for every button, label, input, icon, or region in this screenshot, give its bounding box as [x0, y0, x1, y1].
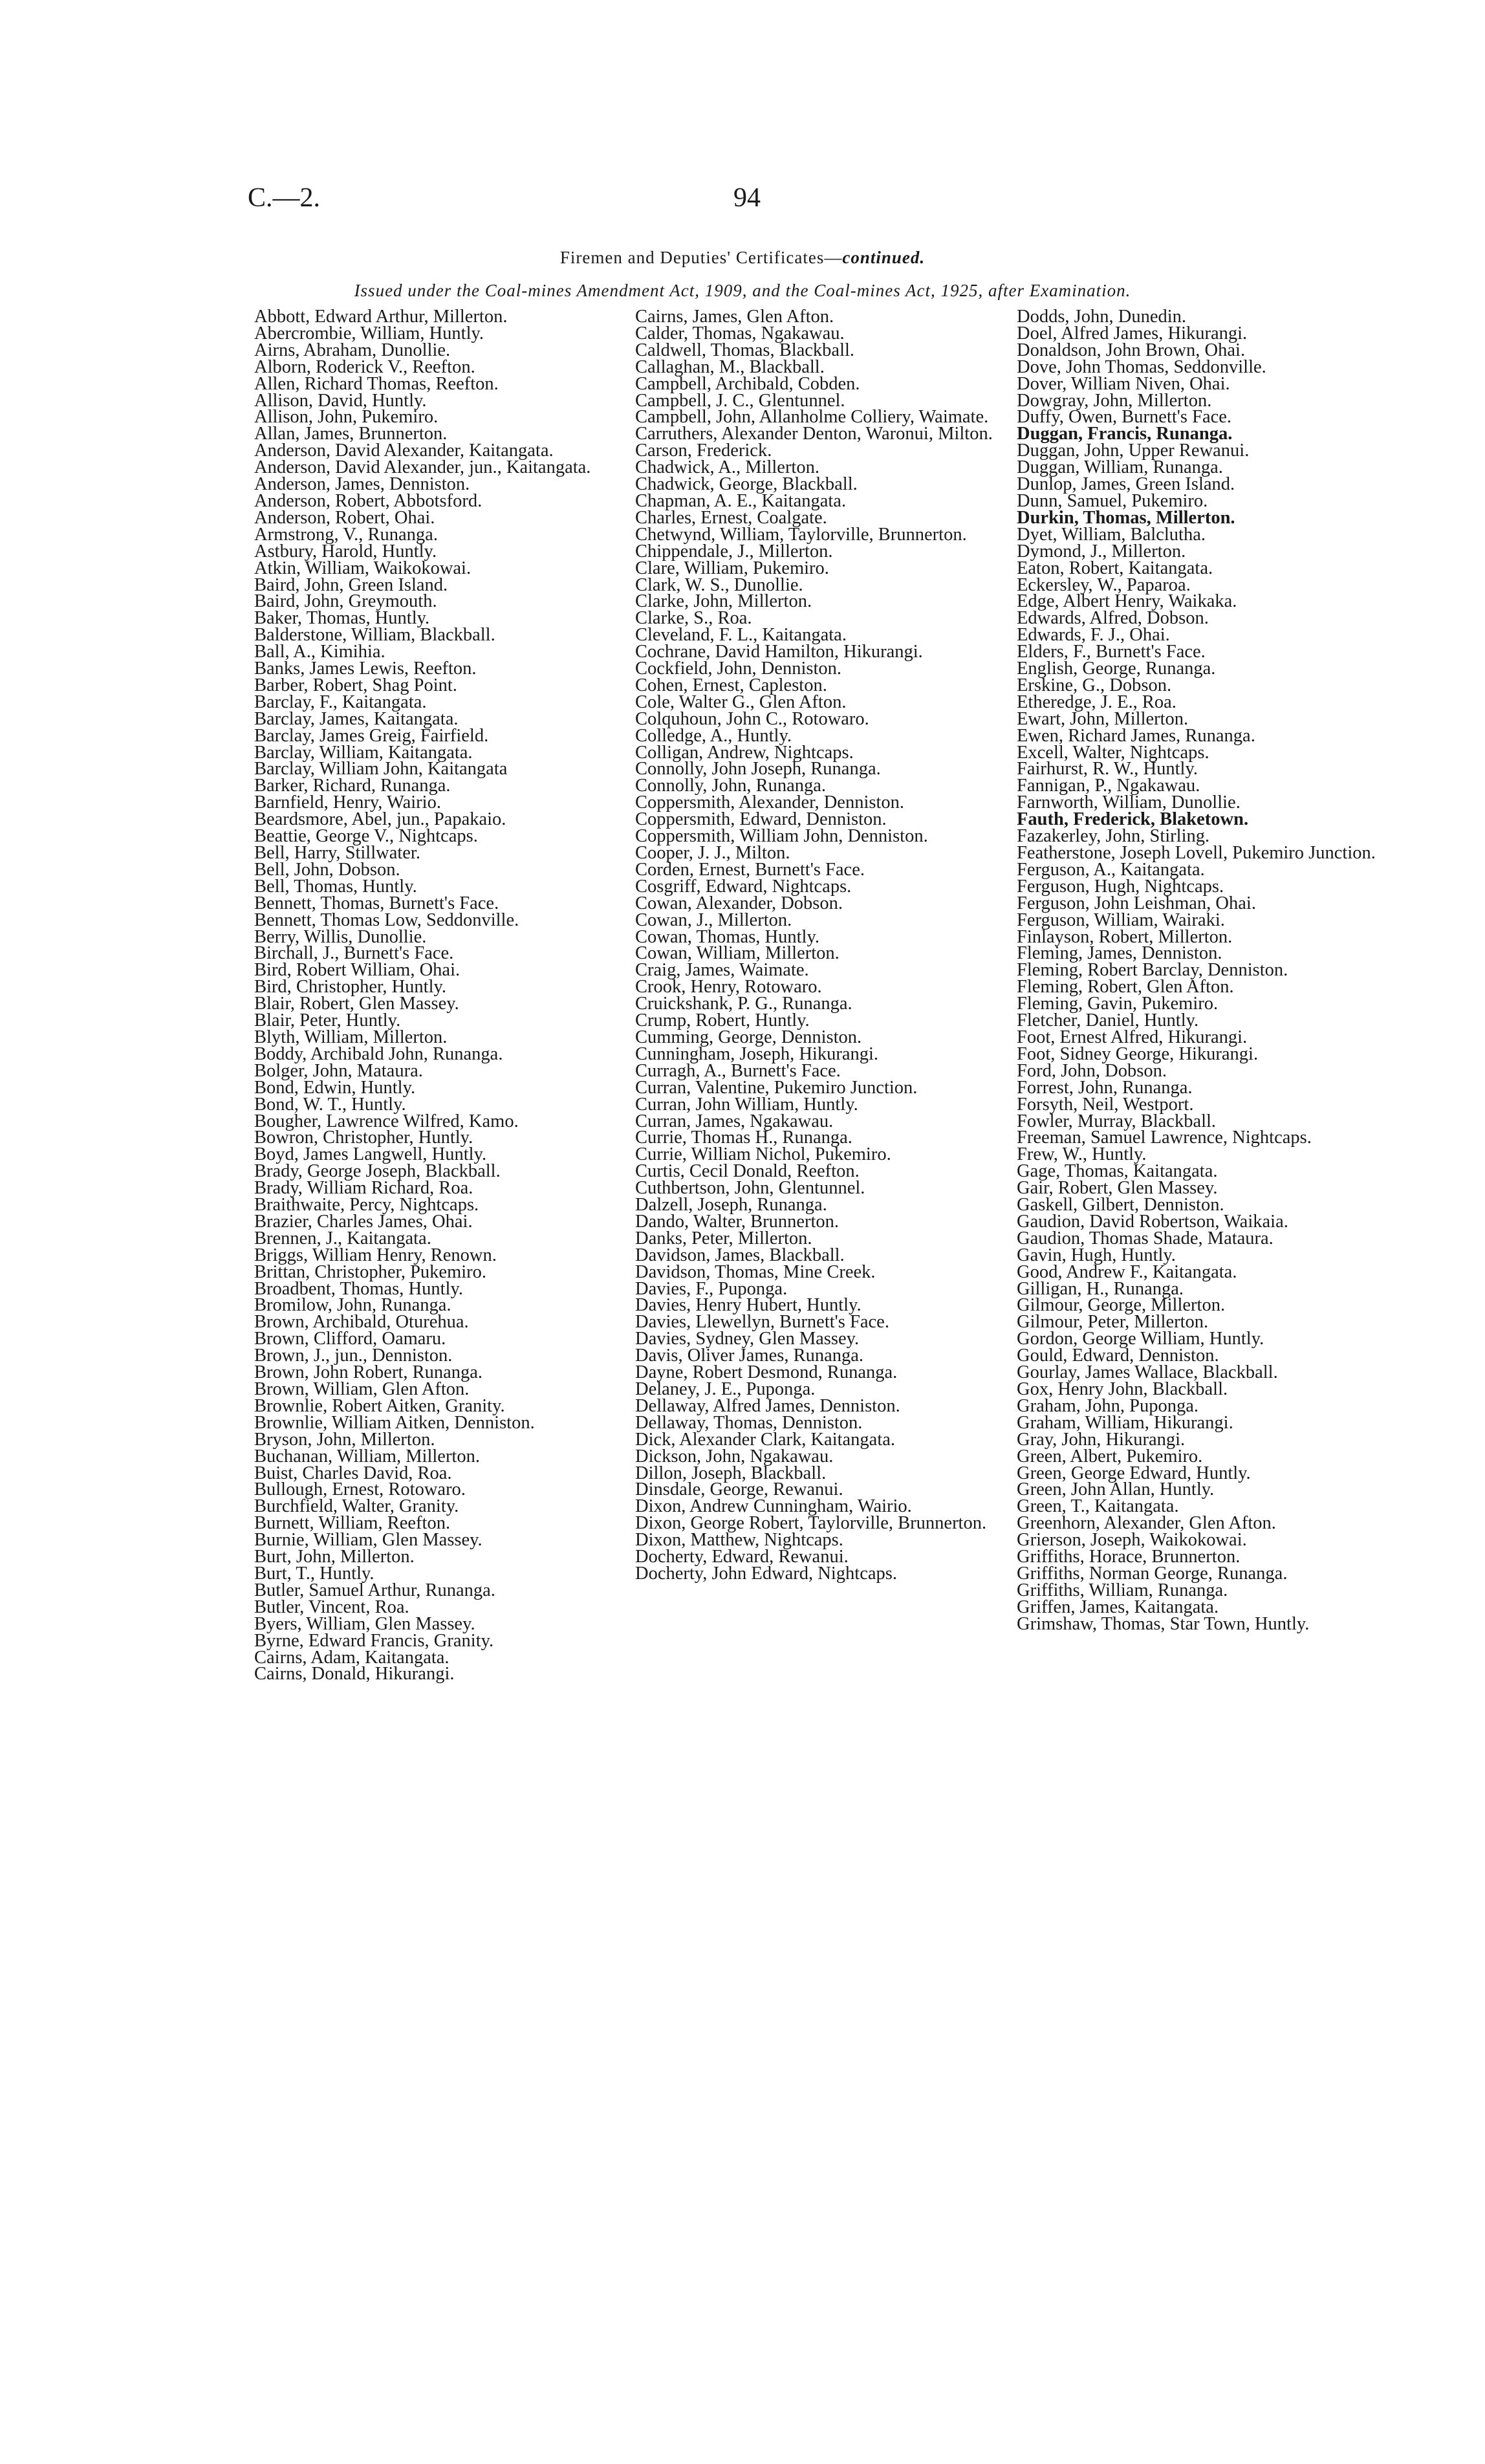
list-entry: Bird, Christopher, Huntly. — [254, 977, 447, 998]
list-entry: Gage, Thomas, Kaitangata. — [1017, 1161, 1218, 1182]
section-title-main: Firemen and Deputies' Certificates— — [559, 248, 843, 267]
list-entry: Campbell, Archibald, Cobden. — [635, 373, 860, 394]
list-entry: Gordon, George William, Huntly. — [1017, 1329, 1264, 1349]
list-entry: Clark, W. S., Dunollie. — [635, 574, 803, 595]
list-entry: Brown, Archibald, Oturehua. — [254, 1312, 469, 1333]
list-entry: Colledge, A., Huntly. — [635, 725, 792, 746]
list-entry: Cairns, Donald, Hikurangi. — [254, 1664, 455, 1684]
list-entry: Cunningham, Joseph, Hikurangi. — [635, 1043, 879, 1064]
list-entry: Cosgriff, Edward, Nightcaps. — [635, 876, 852, 897]
list-entry: Barclay, James, Kaitangata. — [254, 708, 459, 729]
list-entry: Griffen, James, Kaitangata. — [1017, 1597, 1219, 1617]
list-entry: Coppersmith, Edward, Denniston. — [635, 809, 887, 830]
list-entry: Cairns, Adam, Kaitangata. — [254, 1647, 450, 1668]
list-entry: Good, Andrew F., Kaitangata. — [1017, 1261, 1237, 1282]
list-entry: Ferguson, William, Wairaki. — [1017, 910, 1225, 930]
list-entry: Blyth, William, Millerton. — [254, 1027, 448, 1047]
list-entry: Cowan, Thomas, Huntly. — [635, 926, 819, 947]
list-entry: Dixon, Matthew, Nightcaps. — [635, 1530, 843, 1551]
list-entry: Baird, John, Green Island. — [254, 574, 448, 595]
list-entry: Duffy, Owen, Burnett's Face. — [1017, 407, 1232, 428]
list-entry: Caldwell, Thomas, Blackball. — [635, 340, 855, 360]
list-entry: Gaudion, Thomas Shade, Mataura. — [1017, 1228, 1274, 1248]
list-entry: Abercrombie, William, Huntly. — [254, 323, 484, 343]
list-entry: Barclay, William John, Kaitangata — [254, 759, 508, 780]
list-entry: Dunn, Samuel, Pukemiro. — [1017, 490, 1208, 511]
list-entry: Dellaway, Alfred James, Denniston. — [635, 1395, 900, 1416]
list-entry: Davidson, James, Blackball. — [635, 1245, 845, 1265]
list-entry: Chetwynd, William, Taylorville, Brunnerton. — [635, 524, 967, 545]
list-entry: Calder, Thomas, Ngakawau. — [635, 323, 845, 343]
list-entry: Bowron, Christopher, Huntly. — [254, 1128, 473, 1148]
list-entry: Dodds, John, Dunedin. — [1017, 307, 1187, 327]
list-entry: Corden, Ernest, Burnett's Face. — [635, 859, 865, 880]
list-entry: Elders, F., Burnett's Face. — [1017, 642, 1206, 662]
list-entry: Buchanan, William, Millerton. — [254, 1446, 480, 1466]
list-entry: Duggan, William, Runanga. — [1017, 457, 1223, 478]
list-entry: Boddy, Archibald John, Runanga. — [254, 1043, 503, 1064]
list-entry: Gilmour, Peter, Millerton. — [1017, 1312, 1209, 1333]
list-entry: Excell, Walter, Nightcaps. — [1017, 742, 1209, 763]
list-entry: Carruthers, Alexander Denton, Waronui, Milton. — [635, 424, 993, 444]
list-entry: Cohen, Ernest, Capleston. — [635, 675, 827, 695]
list-entry: Brady, William Richard, Roa. — [254, 1178, 473, 1199]
list-entry: Green, Albert, Pukemiro. — [1017, 1446, 1203, 1466]
list-entry: Griffiths, Norman George, Runanga. — [1017, 1563, 1288, 1584]
list-entry: Bennett, Thomas Low, Seddonville. — [254, 910, 519, 930]
list-entry: Dickson, John, Ngakawau. — [635, 1446, 834, 1466]
list-entry: Ferguson, Hugh, Nightcaps. — [1017, 876, 1224, 897]
list-entry: Barclay, James Greig, Fairfield. — [254, 725, 489, 746]
list-entry: Davies, Henry Hubert, Huntly. — [635, 1295, 862, 1316]
list-entry: Fazakerley, John, Stirling. — [1017, 826, 1210, 847]
list-entry: Cowan, J., Millerton. — [635, 910, 792, 930]
list-entry: Griffiths, Horace, Brunnerton. — [1017, 1547, 1241, 1567]
list-entry: Brownlie, Robert Aitken, Granity. — [254, 1395, 505, 1416]
list-entry: Fowler, Murray, Blackball. — [1017, 1111, 1217, 1131]
list-entry: Brownlie, William Aitken, Denniston. — [254, 1412, 535, 1433]
list-entry: Etheredge, J. E., Roa. — [1017, 692, 1176, 712]
list-entry: Barnfield, Henry, Wairio. — [254, 792, 441, 813]
list-entry: Dellaway, Thomas, Denniston. — [635, 1412, 863, 1433]
list-entry: Butler, Vincent, Roa. — [254, 1597, 409, 1617]
list-entry: Durkin, Thomas, Millerton. — [1017, 507, 1235, 528]
list-entry: Forsyth, Neil, Westport. — [1017, 1094, 1194, 1115]
list-entry: Buist, Charles David, Roa. — [254, 1463, 452, 1483]
list-entry: Doel, Alfred James, Hikurangi. — [1017, 323, 1248, 343]
list-entry: Anderson, David Alexander, Kaitangata. — [254, 441, 554, 461]
list-entry: Connolly, John Joseph, Runanga. — [635, 759, 881, 780]
list-entry: Bell, John, Dobson. — [254, 859, 400, 880]
list-entry: Dove, John Thomas, Seddonville. — [1017, 356, 1266, 377]
list-entry: Edge, Albert Henry, Waikaka. — [1017, 591, 1237, 612]
list-entry: Brown, William, Glen Afton. — [254, 1379, 470, 1399]
list-entry: Clare, William, Pukemiro. — [635, 558, 829, 578]
list-entry: Currie, Thomas H., Runanga. — [635, 1128, 852, 1148]
list-entry: Baker, Thomas, Huntly. — [254, 608, 430, 629]
list-entry: Greenhorn, Alexander, Glen Afton. — [1017, 1513, 1276, 1534]
list-entry: Cockfield, John, Denniston. — [635, 659, 842, 679]
list-entry: Cruickshank, P. G., Runanga. — [635, 994, 852, 1014]
list-entry: Farnworth, William, Dunollie. — [1017, 792, 1241, 813]
list-entry: Burt, T., Huntly. — [254, 1563, 374, 1584]
list-entry: Cowan, Alexander, Dobson. — [635, 893, 843, 913]
list-entry: Curragh, A., Burnett's Face. — [635, 1060, 841, 1081]
list-entry: Curran, James, Ngakawau. — [635, 1111, 834, 1131]
list-entry: Ford, John, Dobson. — [1017, 1060, 1167, 1081]
list-entry: Burt, John, Millerton. — [254, 1547, 415, 1567]
list-entry: Bond, Edwin, Huntly. — [254, 1077, 416, 1098]
list-entry: Coppersmith, Alexander, Denniston. — [635, 792, 905, 813]
name-column-1 — [254, 309, 614, 2185]
list-entry: Brown, Clifford, Oamaru. — [254, 1329, 446, 1349]
list-entry: Grierson, Joseph, Waikokowai. — [1017, 1530, 1247, 1551]
list-entry: Green, T., Kaitangata. — [1017, 1496, 1179, 1517]
list-entry: Beattie, George V., Nightcaps. — [254, 826, 478, 847]
list-entry: Craig, James, Waimate. — [635, 960, 809, 981]
list-entry: Byrne, Edward Francis, Granity. — [254, 1630, 494, 1651]
list-entry: Fairhurst, R. W., Huntly. — [1017, 759, 1198, 780]
list-entry: Dinsdale, George, Rewanui. — [635, 1479, 843, 1500]
list-entry: Clarke, John, Millerton. — [635, 591, 812, 612]
list-entry: Birchall, J., Burnett's Face. — [254, 943, 454, 964]
list-entry: Armstrong, V., Runanga. — [254, 524, 438, 545]
list-entry: Brazier, Charles James, Ohai. — [254, 1211, 473, 1232]
list-entry: Baird, John, Greymouth. — [254, 591, 437, 612]
list-entry: Cochrane, David Hamilton, Hikurangi. — [635, 642, 923, 662]
list-entry: English, George, Runanga. — [1017, 659, 1216, 679]
list-entry: Dyet, William, Balclutha. — [1017, 524, 1206, 545]
list-entry: Brown, John Robert, Runanga. — [254, 1362, 483, 1383]
list-entry: Barker, Richard, Runanga. — [254, 776, 451, 796]
name-column-3 — [1017, 309, 1378, 2185]
list-entry: Gilligan, H., Runanga. — [1017, 1278, 1184, 1299]
list-entry: Erskine, G., Dobson. — [1017, 675, 1172, 695]
list-entry: Cowan, William, Millerton. — [635, 943, 840, 964]
list-entry: Davies, F., Puponga. — [635, 1278, 788, 1299]
list-entry: Brown, J., jun., Denniston. — [254, 1346, 453, 1366]
list-entry: Braithwaite, Percy, Nightcaps. — [254, 1195, 479, 1216]
list-entry: Barclay, F., Kaitangata. — [254, 692, 427, 712]
list-entry: Crump, Robert, Huntly. — [635, 1010, 810, 1031]
list-entry: Forrest, John, Runanga. — [1017, 1077, 1193, 1098]
list-entry: Fletcher, Daniel, Huntly. — [1017, 1010, 1199, 1031]
list-entry: Gray, John, Hikurangi. — [1017, 1429, 1186, 1450]
list-entry: Cooper, J. J., Milton. — [635, 843, 790, 863]
list-entry: Chadwick, A., Millerton. — [635, 457, 819, 478]
list-entry: Burnie, William, Glen Massey. — [254, 1530, 482, 1551]
list-entry: Allison, John, Pukemiro. — [254, 407, 439, 428]
list-entry: Balderstone, William, Blackball. — [254, 625, 495, 646]
list-entry: Curran, Valentine, Pukemiro Junction. — [635, 1077, 918, 1098]
list-entry: Gaudion, David Robertson, Waikaia. — [1017, 1211, 1288, 1232]
list-entry: Dalzell, Joseph, Runanga. — [635, 1195, 827, 1216]
list-entry: Donaldson, John Brown, Ohai. — [1017, 340, 1246, 360]
list-entry: Colligan, Andrew, Nightcaps. — [635, 742, 854, 763]
list-entry: Fleming, Robert, Glen Afton. — [1017, 977, 1234, 998]
list-entry: Beardsmore, Abel, jun., Papakaio. — [254, 809, 506, 830]
list-entry: Dixon, George Robert, Taylorville, Brunnerton. — [635, 1513, 987, 1534]
list-entry: Bond, W. T., Huntly. — [254, 1094, 406, 1115]
list-entry: Gair, Robert, Glen Massey. — [1017, 1178, 1218, 1199]
list-entry: Callaghan, M., Blackball. — [635, 356, 825, 377]
list-entry: Fannigan, P., Ngakawau. — [1017, 776, 1200, 796]
list-entry: Finlayson, Robert, Millerton. — [1017, 926, 1233, 947]
list-entry: Burchfield, Walter, Granity. — [254, 1496, 459, 1517]
list-entry: Chapman, A. E., Kaitangata. — [635, 490, 847, 511]
list-entry: Clarke, S., Roa. — [635, 608, 752, 629]
list-entry: Docherty, John Edward, Nightcaps. — [635, 1563, 897, 1584]
list-entry: Gox, Henry John, Blackball. — [1017, 1379, 1228, 1399]
section-title — [0, 248, 1485, 268]
list-entry: Airns, Abraham, Dunollie. — [254, 340, 451, 360]
list-entry: Dayne, Robert Desmond, Runanga. — [635, 1362, 898, 1383]
list-entry: Boyd, James Langwell, Huntly. — [254, 1144, 487, 1165]
list-entry: Barclay, William, Kaitangata. — [254, 742, 473, 763]
list-entry: Bell, Thomas, Huntly. — [254, 876, 417, 897]
list-entry: Anderson, James, Denniston. — [254, 474, 470, 495]
list-entry: Gavin, Hugh, Huntly. — [1017, 1245, 1176, 1265]
list-entry: Cleveland, F. L., Kaitangata. — [635, 625, 847, 646]
list-entry: Gilmour, George, Millerton. — [1017, 1295, 1226, 1316]
list-entry: Brittan, Christopher, Pukemiro. — [254, 1261, 487, 1282]
list-entry: Green, George Edward, Huntly. — [1017, 1463, 1251, 1483]
list-entry: Broadbent, Thomas, Huntly. — [254, 1278, 463, 1299]
list-entry: Eaton, Robert, Kaitangata. — [1017, 558, 1213, 578]
list-entry: Davies, Llewellyn, Burnett's Face. — [635, 1312, 889, 1333]
list-entry: Dover, William Niven, Ohai. — [1017, 373, 1230, 394]
list-entry: Dixon, Andrew Cunningham, Wairio. — [635, 1496, 912, 1517]
list-entry: Crook, Henry, Rotowaro. — [635, 977, 822, 998]
list-entry: Carson, Frederick. — [635, 441, 772, 461]
list-entry: Barber, Robert, Shag Point. — [254, 675, 457, 695]
name-column-2 — [635, 309, 993, 2185]
list-entry: Currie, William Nichol, Pukemiro. — [635, 1144, 891, 1165]
list-entry: Cole, Walter G., Glen Afton. — [635, 692, 847, 712]
section-subtitle: Issued under the Coal-mines Amendment Act, 1909, and the Coal-mines Act, 1925, after Examination. — [354, 281, 1131, 300]
list-entry: Foot, Sidney George, Hikurangi. — [1017, 1043, 1259, 1064]
list-entry: Graham, John, Puponga. — [1017, 1395, 1199, 1416]
section-title-continued: continued. — [842, 248, 926, 267]
list-entry: Bennett, Thomas, Burnett's Face. — [254, 893, 499, 913]
list-entry: Dick, Alexander Clark, Kaitangata. — [635, 1429, 896, 1450]
list-entry: Cairns, James, Glen Afton. — [635, 307, 834, 327]
list-entry: Astbury, Harold, Huntly. — [254, 541, 437, 561]
list-entry: Docherty, Edward, Rewanui. — [635, 1547, 849, 1567]
list-entry: Butler, Samuel Arthur, Runanga. — [254, 1580, 495, 1600]
list-entry: Freeman, Samuel Lawrence, Nightcaps. — [1017, 1128, 1312, 1148]
list-entry: Ewen, Richard James, Runanga. — [1017, 725, 1255, 746]
list-entry: Gourlay, James Wallace, Blackball. — [1017, 1362, 1278, 1383]
list-entry: Bird, Robert William, Ohai. — [254, 960, 461, 981]
list-entry: Allen, Richard Thomas, Reefton. — [254, 373, 499, 394]
list-entry: Anderson, David Alexander, jun., Kaitangata. — [254, 457, 591, 478]
list-entry: Davies, Sydney, Glen Massey. — [635, 1329, 860, 1349]
list-entry: Ferguson, John Leishman, Ohai. — [1017, 893, 1256, 913]
list-entry: Fauth, Frederick, Blaketown. — [1017, 809, 1249, 830]
list-entry: Byers, William, Glen Massey. — [254, 1613, 475, 1634]
list-entry: Edwards, Alfred, Dobson. — [1017, 608, 1209, 629]
list-entry: Anderson, Robert, Ohai. — [254, 507, 435, 528]
list-entry: Cuthbertson, John, Glentunnel. — [635, 1178, 865, 1199]
list-entry: Frew, W., Huntly. — [1017, 1144, 1147, 1165]
list-entry: Dymond, J., Millerton. — [1017, 541, 1186, 561]
list-entry: Abbott, Edward Arthur, Millerton. — [254, 307, 508, 327]
list-entry: Cumming, George, Denniston. — [635, 1027, 862, 1047]
page-number: 94 — [733, 183, 761, 213]
list-entry: Fleming, Gavin, Pukemiro. — [1017, 994, 1219, 1014]
list-entry: Brady, George Joseph, Blackball. — [254, 1161, 501, 1182]
list-entry: Danks, Peter, Millerton. — [635, 1228, 812, 1248]
list-entry: Bryson, John, Millerton. — [254, 1429, 435, 1450]
list-entry: Allan, James, Brunnerton. — [254, 424, 448, 444]
list-entry: Fleming, Robert Barclay, Denniston. — [1017, 960, 1288, 981]
list-entry: Ball, A., Kimihia. — [254, 642, 385, 662]
list-entry: Berry, Willis, Dunollie. — [254, 926, 427, 947]
list-entry: Coppersmith, William John, Denniston. — [635, 826, 928, 847]
list-entry: Dunlop, James, Green Island. — [1017, 474, 1235, 495]
list-entry: Green, John Allan, Huntly. — [1017, 1479, 1215, 1500]
list-entry: Davidson, Thomas, Mine Creek. — [635, 1261, 876, 1282]
list-entry: Charles, Ernest, Coalgate. — [635, 507, 827, 528]
list-entry: Gould, Edward, Denniston. — [1017, 1346, 1219, 1366]
list-entry: Blair, Peter, Huntly. — [254, 1010, 401, 1031]
list-entry: Chippendale, J., Millerton. — [635, 541, 833, 561]
list-entry: Ewart, John, Millerton. — [1017, 708, 1189, 729]
list-entry: Burnett, William, Reefton. — [254, 1513, 451, 1534]
list-entry: Dowgray, John, Millerton. — [1017, 390, 1212, 411]
list-entry: Bullough, Ernest, Rotowaro. — [254, 1479, 466, 1500]
list-entry: Fleming, James, Denniston. — [1017, 943, 1222, 964]
list-entry: Ferguson, A., Kaitangata. — [1017, 859, 1205, 880]
list-entry: Davis, Oliver James, Runanga. — [635, 1346, 864, 1366]
list-entry: Featherstone, Joseph Lovell, Pukemiro Junction. — [1017, 843, 1376, 863]
list-entry: Bell, Harry, Stillwater. — [254, 843, 420, 863]
list-entry: Griffiths, William, Runanga. — [1017, 1580, 1228, 1600]
list-entry: Bolger, John, Mataura. — [254, 1060, 423, 1081]
list-entry: Delaney, J. E., Puponga. — [635, 1379, 816, 1399]
list-entry: Colquhoun, John C., Rotowaro. — [635, 708, 869, 729]
list-entry: Blair, Robert, Glen Massey. — [254, 994, 459, 1014]
document-code: C.—2. — [248, 183, 321, 213]
list-entry: Dando, Walter, Brunnerton. — [635, 1211, 840, 1232]
list-entry: Atkin, William, Waikokowai. — [254, 558, 472, 578]
list-entry: Dillon, Joseph, Blackball. — [635, 1463, 827, 1483]
list-entry: Foot, Ernest Alfred, Hikurangi. — [1017, 1027, 1248, 1047]
list-entry: Graham, William, Hikurangi. — [1017, 1412, 1233, 1433]
list-entry: Banks, James Lewis, Reefton. — [254, 659, 477, 679]
list-entry: Curran, John William, Huntly. — [635, 1094, 858, 1115]
list-entry: Duggan, Francis, Runanga. — [1017, 424, 1233, 444]
list-entry: Gaskell, Gilbert, Denniston. — [1017, 1195, 1224, 1216]
list-entry: Allison, David, Huntly. — [254, 390, 427, 411]
list-entry: Campbell, J. C., Glentunnel. — [635, 390, 845, 411]
list-entry: Bromilow, John, Runanga. — [254, 1295, 451, 1316]
list-entry: Grimshaw, Thomas, Star Town, Huntly. — [1017, 1613, 1310, 1634]
list-entry: Bougher, Lawrence Wilfred, Kamo. — [254, 1111, 519, 1131]
list-entry: Brennen, J., Kaitangata. — [254, 1228, 431, 1248]
list-entry: Anderson, Robert, Abbotsford. — [254, 490, 482, 511]
list-entry: Eckersley, W., Paparoa. — [1017, 574, 1191, 595]
list-entry: Curtis, Cecil Donald, Reefton. — [635, 1161, 860, 1182]
list-entry: Alborn, Roderick V., Reefton. — [254, 356, 475, 377]
list-entry: Briggs, William Henry, Renown. — [254, 1245, 497, 1265]
list-entry: Campbell, John, Allanholme Colliery, Waimate. — [635, 407, 989, 428]
list-entry: Connolly, John, Runanga. — [635, 776, 827, 796]
list-entry: Edwards, F. J., Ohai. — [1017, 625, 1170, 646]
list-entry: Chadwick, George, Blackball. — [635, 474, 858, 495]
list-entry: Duggan, John, Upper Rewanui. — [1017, 441, 1250, 461]
